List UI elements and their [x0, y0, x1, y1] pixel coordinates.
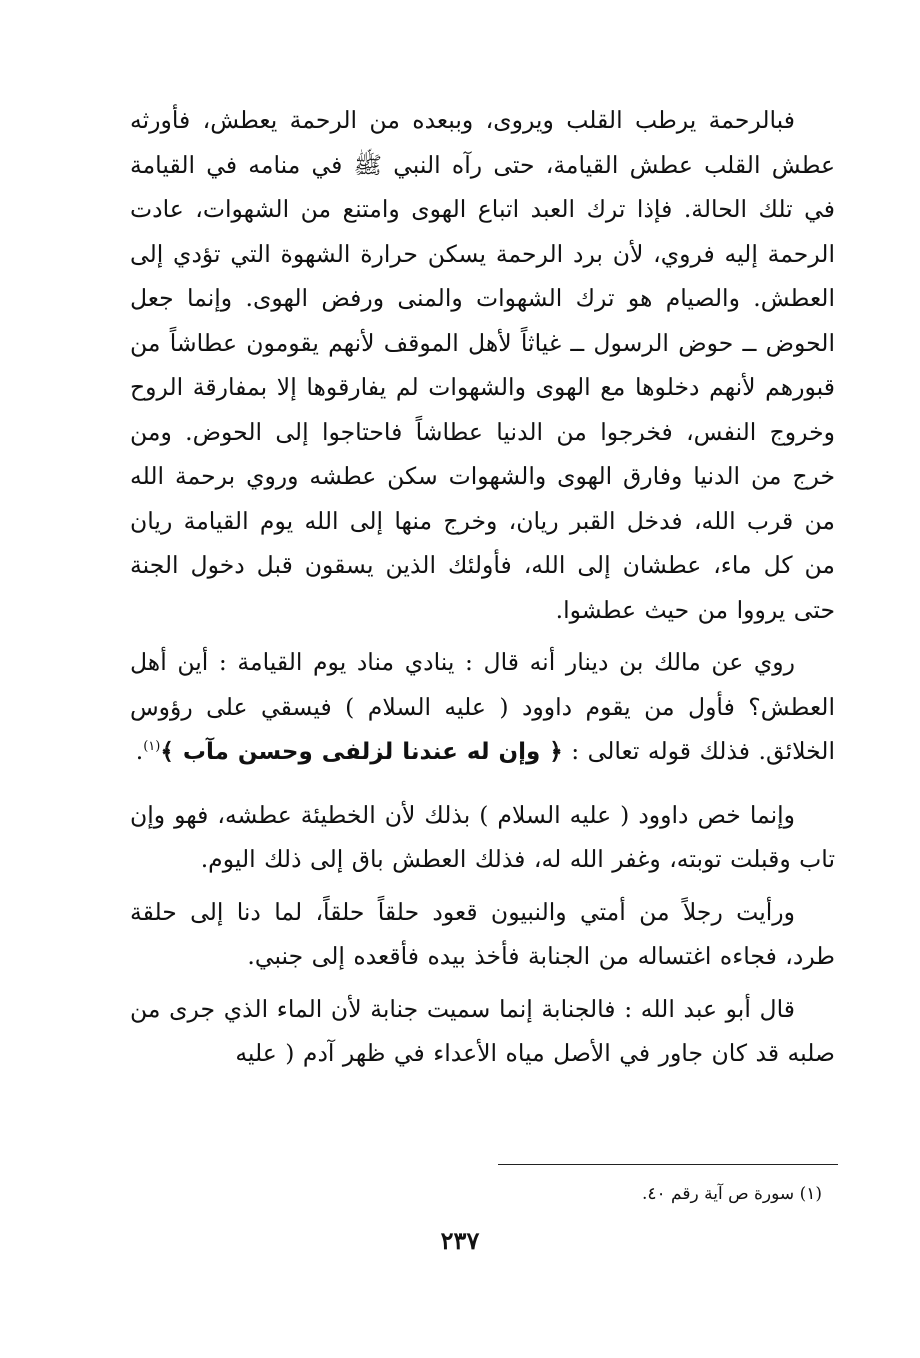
paragraph-5: قال أبو عبد الله : فالجنابة إنما سميت جنابة لأن الماء الذي جرى من صلبه قد كان جاور في الأصل مياه الأعداء في ظهر آدم ( عليه: [130, 994, 835, 1067]
paragraph-2: [130, 640, 835, 775]
footnote-separator: [498, 1164, 838, 1165]
paragraph-2-end: .: [135, 737, 144, 765]
quran-verse: ﴿ وإن له عندنا لزلفى وحسن مآب ﴾: [160, 739, 563, 765]
page-number: ٢٣٧: [440, 1226, 480, 1255]
paragraph-4: ورأيت رجلاً من أمتي والنبيون قعود حلقاً حلقاً، لما دنا إلى حلقة طرد، فجاءه اغتساله من الجنابة فأخذ بيده فأقعده إلى جنبي.: [130, 897, 835, 970]
footnote: (١) سورة ص آية رقم ٤٠.: [641, 1184, 822, 1204]
footnote-reference[interactable]: (١): [143, 739, 161, 755]
paragraph-2-text: روي عن مالك بن دينار أنه قال : ينادي مناد يوم القيامة : أين أهل العطش؟ فأول من يقوم داوود ( عليه السلام ) فيسقي على رؤوس الخلائق. فذلك قوله تعالى :: [130, 648, 835, 765]
paragraph-1: فبالرحمة يرطب القلب ويروى، وببعده من الرحمة يعطش، فأورثه عطش القلب عطش القيامة، حتى رآه النبي ﷺ في منامه في القيامة في تلك الحالة. فإذا ترك العبد اتباع الهوى وامتنع من الشهوات، عادت الرحمة إليه فروي، لأن برد الرحمة يسكن حرارة الشهوة التي تؤدي إلى العطش. والصيام هو ترك الشهوات والمنى ورفض الهوى. وإنما جعل الحوض ــ حوض الرسول ــ غياثاً لأهل الموقف لأنهم يقومون عطاشاً من قبورهم لأنهم دخلوها مع الهوى والشهوات لم يفارقوها إلا بمفارقة الروح وخروج النفس، فخرجوا من الدنيا عطاشاً فاحتاجوا إلى الحوض. ومن خرج من الدنيا وفارق الهوى والشهوات سكن عطشه وروي برحمة الله من قرب الله، فدخل القبر ريان، وخرج منها إلى الله يوم القيامة ريان من كل ماء، عطشان إلى الله، فأولئك الذين يسقون قبل دخول الجنة حتى يرووا من حيث عطشوا.: [130, 106, 835, 624]
paragraph-3: وإنما خص داوود ( عليه السلام ) بذلك لأن الخطيئة عطشه، فهو وإن تاب وقبلت توبته، وغفر الله له، فذلك العطش باق إلى ذلك اليوم.: [130, 800, 835, 873]
page-body: [130, 98, 835, 1258]
